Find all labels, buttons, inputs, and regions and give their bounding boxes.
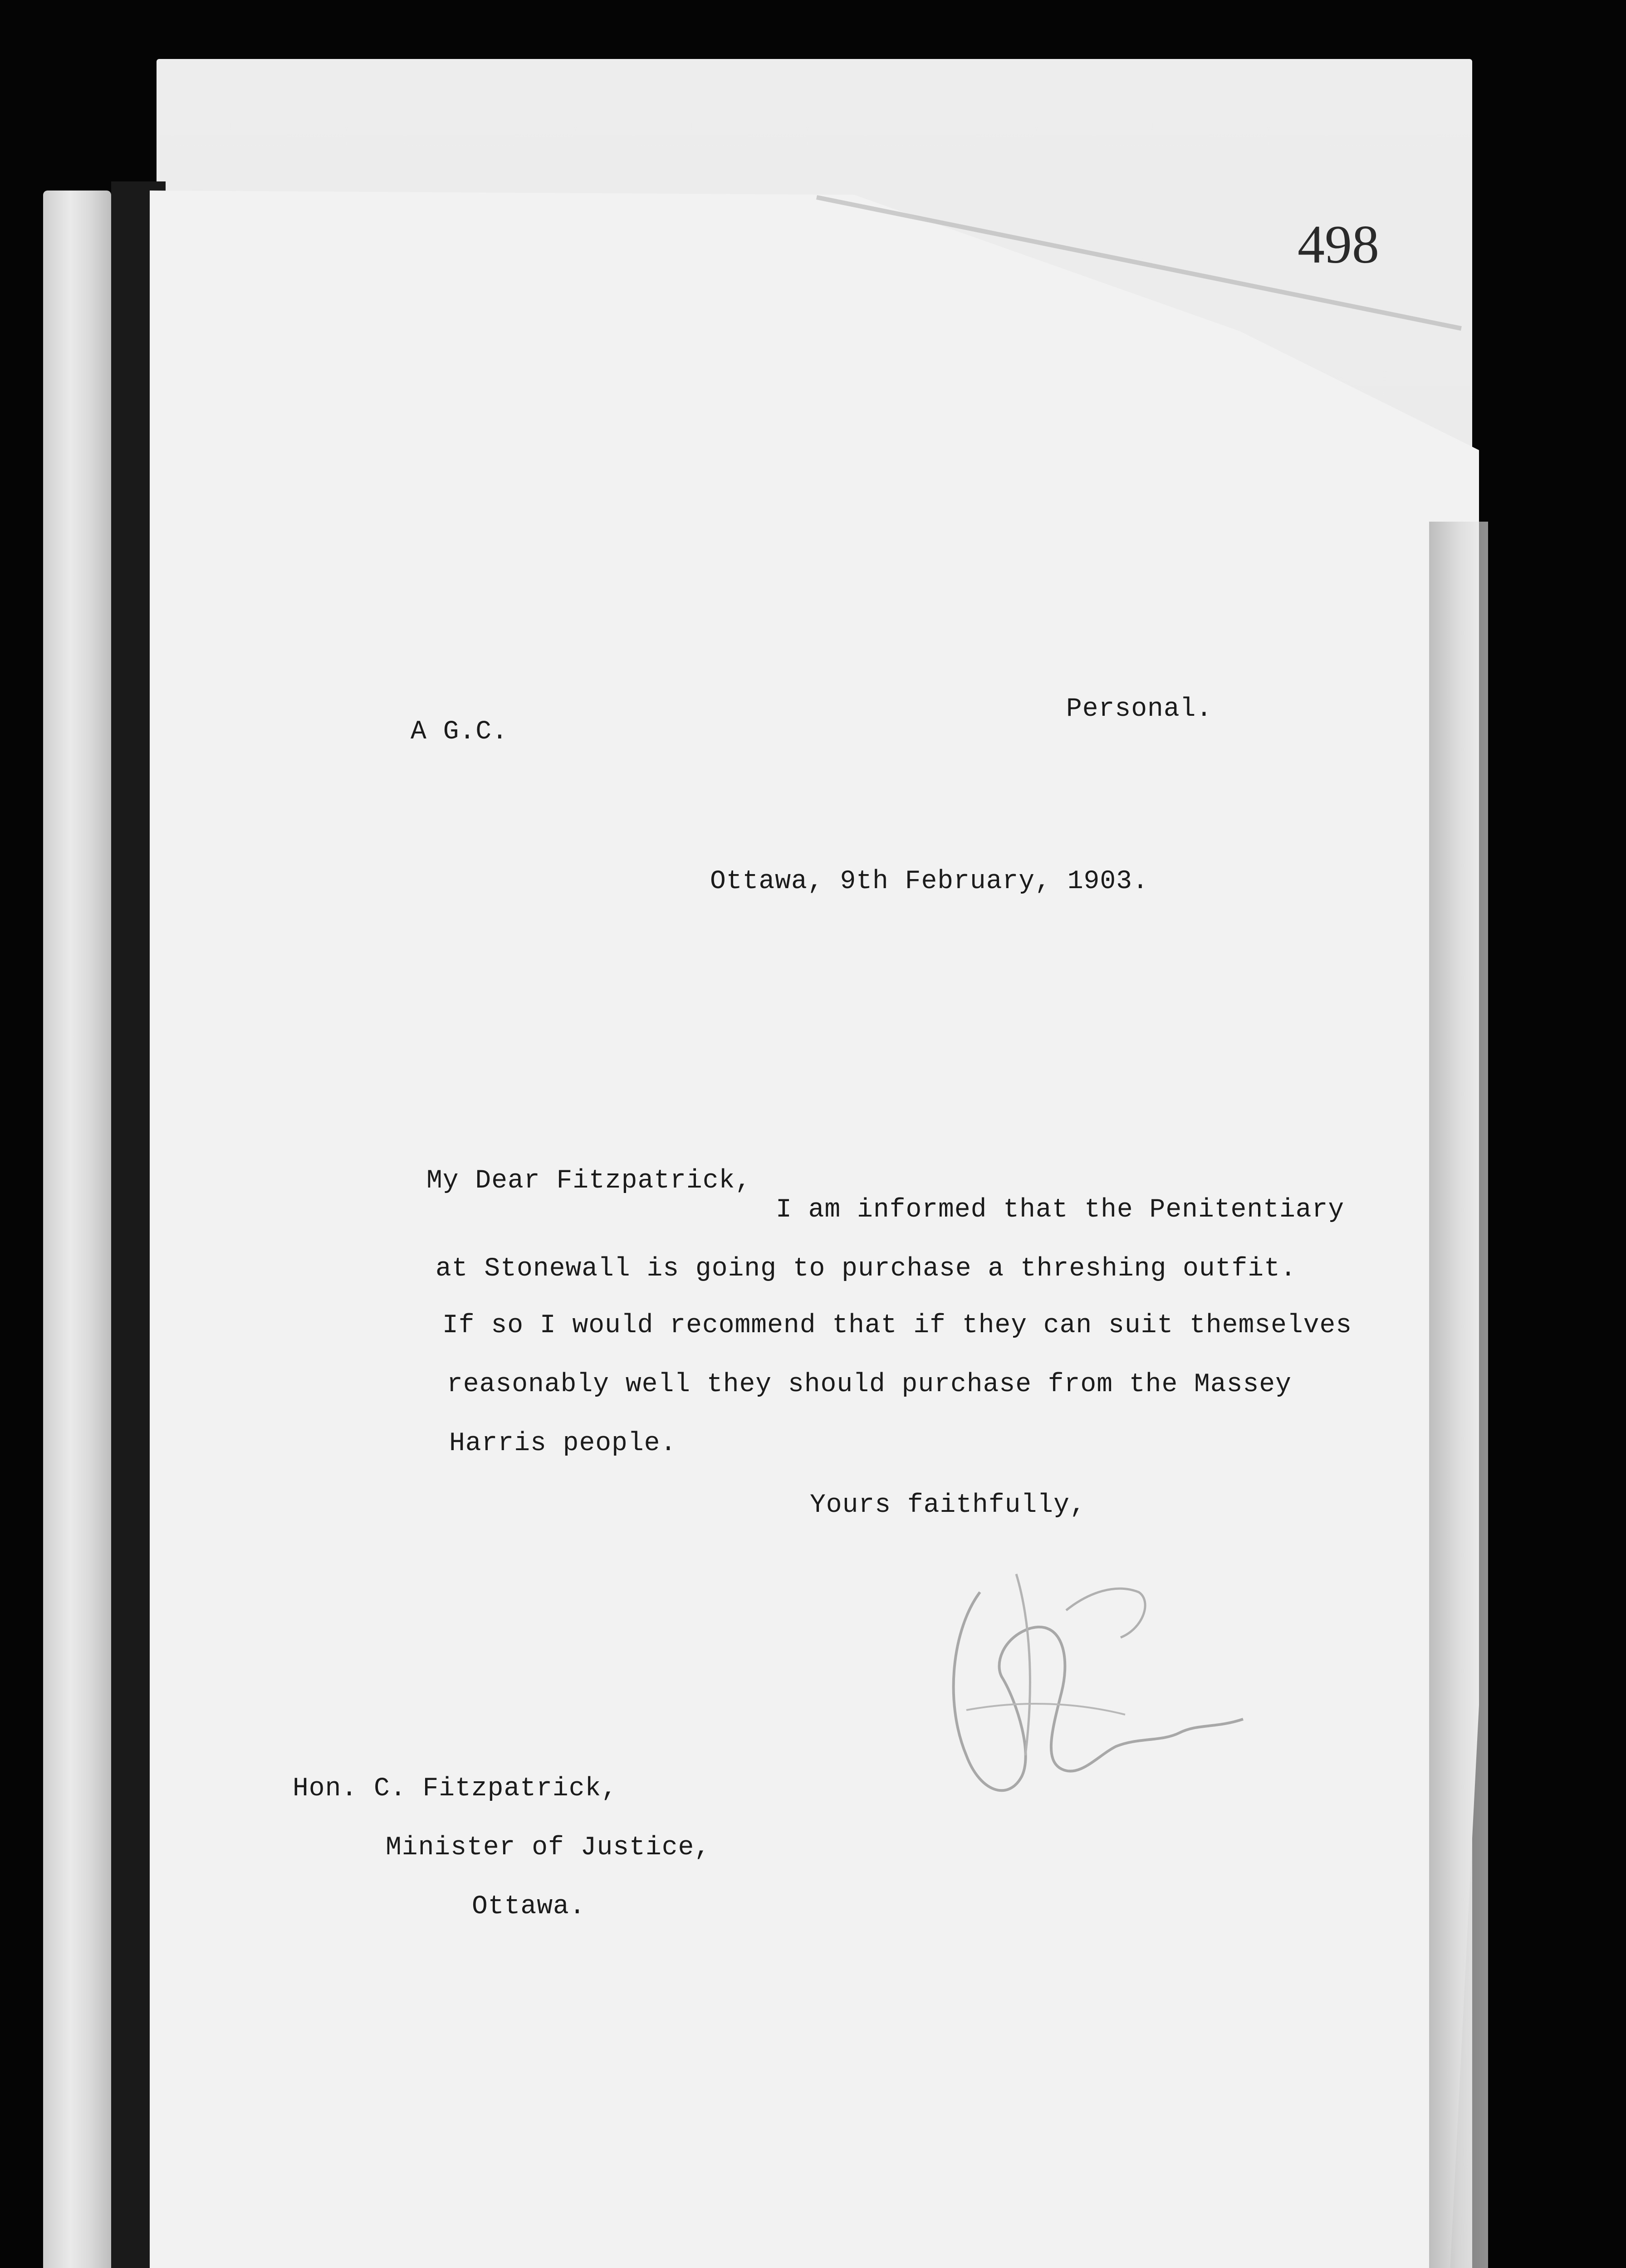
letter-sheet — [150, 191, 1479, 2268]
header-left: A G.C. — [411, 717, 508, 747]
page-number: 498 — [1298, 214, 1379, 274]
binding-strip — [43, 191, 111, 2268]
dateline: Ottawa, 9th February, 1903. — [710, 867, 1149, 896]
salutation: My Dear Fitzpatrick, — [426, 1166, 752, 1196]
body-line-3: If so I would recommend that if they can suit themselves — [442, 1311, 1352, 1340]
header-right: Personal. — [1066, 694, 1213, 724]
sheet-edge-shadow — [1429, 522, 1488, 2268]
handwritten-signature — [926, 1565, 1270, 1819]
body-line-4: reasonably well they should purchase from the Massey — [447, 1370, 1292, 1399]
body-line-2: at Stonewall is going to purchase a threshing outfit. — [436, 1254, 1297, 1284]
recipient-line-2: Minister of Justice, — [386, 1833, 711, 1862]
recipient-line-1: Hon. C. Fitzpatrick, — [293, 1774, 618, 1804]
closing: Yours faithfully, — [810, 1491, 1086, 1520]
body-line-1: I am informed that the Penitentiary — [776, 1195, 1345, 1225]
recipient-line-3: Ottawa. — [472, 1892, 586, 1921]
body-line-5: Harris people. — [449, 1429, 677, 1458]
